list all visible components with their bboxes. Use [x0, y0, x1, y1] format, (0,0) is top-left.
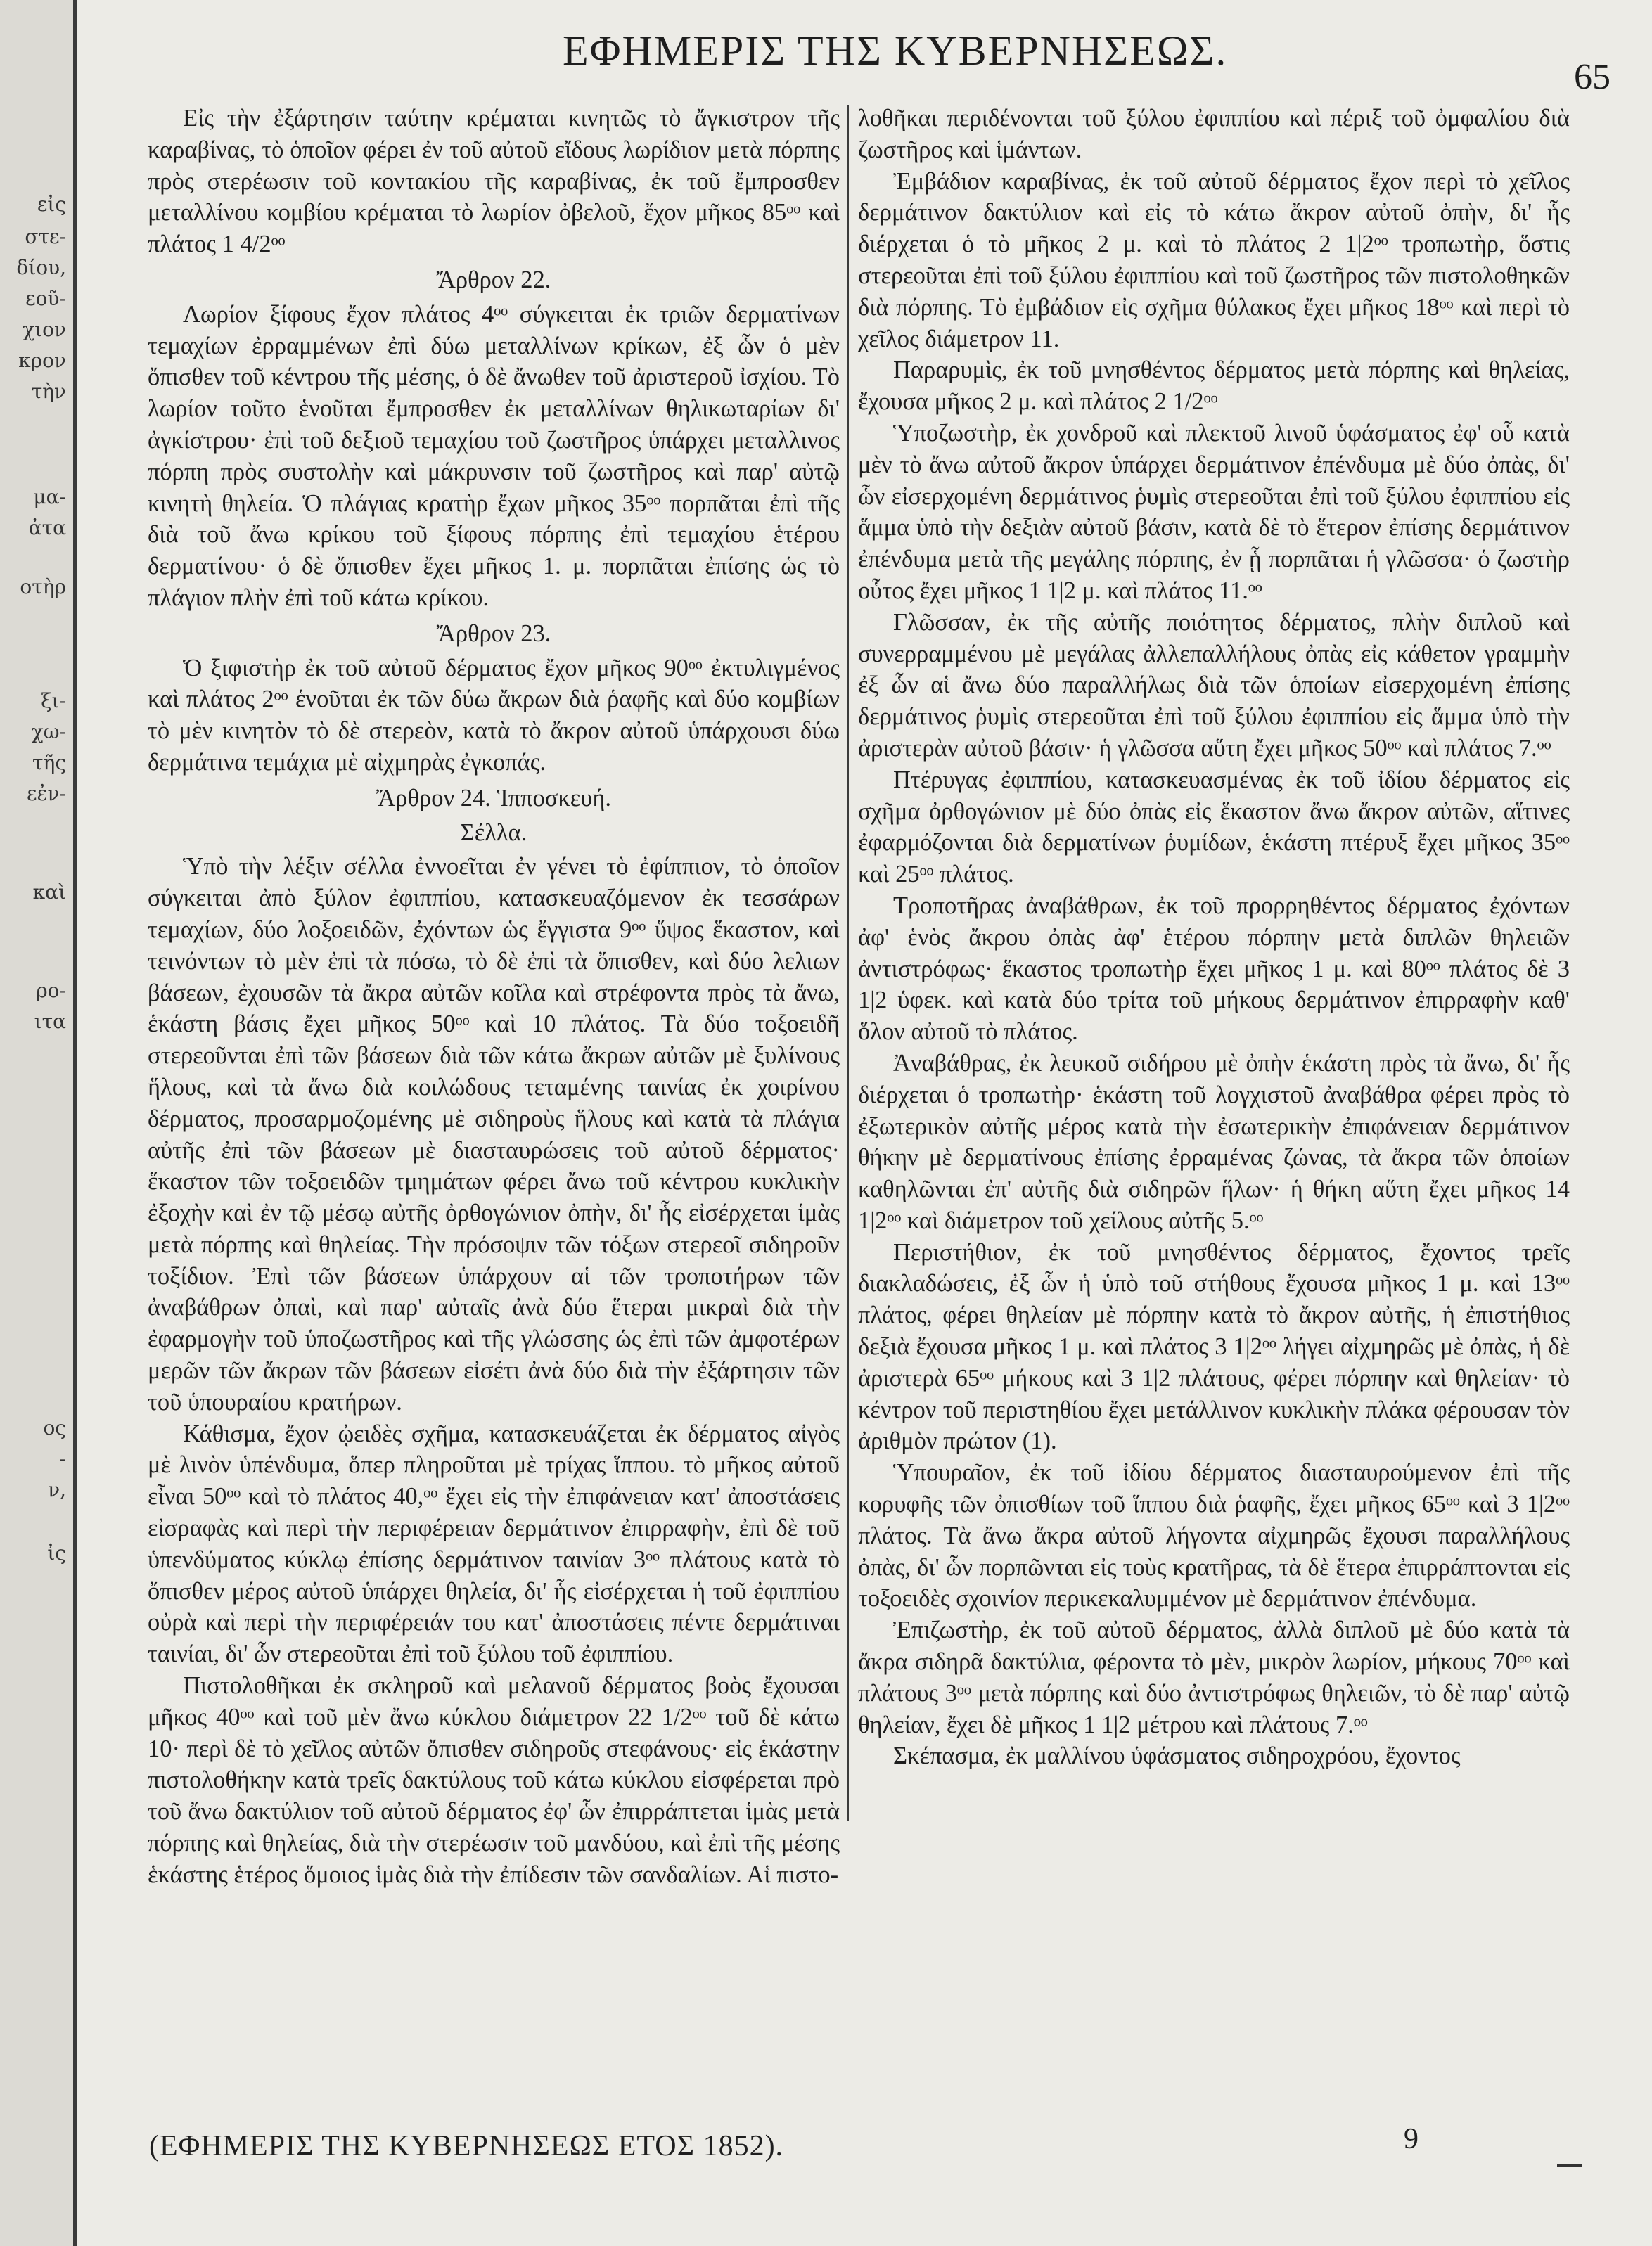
paragraph: Τροποτῆρας ἀναβάθρων, ἐκ τοῦ προρρηθέντος δέρματος ἐχόντων ἀφ' ἑνὸς ἄκρου ὀπὰς ἀφ' ἑτέρου πόρπην μετὰ διπλῶν θηλειῶν ἀντιστρόφως· ἕκαστος τροπωτὴρ ἔχει μῆκος 1 μ. καὶ 80ᵒᵒ πλάτος δὲ 3 1|2 ὑφεκ. καὶ κατὰ δύο τρίτα τοῦ μήκους δερμάτινον ἐπιρραφὴν καθ' ὅλον αὐτοῦ τὸ πλάτος. — [858, 892, 1570, 1046]
gutter-fragment: κρον — [18, 349, 66, 372]
gutter-fragment: εἐν- — [26, 782, 66, 805]
gutter-fragment: ιτα — [34, 1010, 66, 1033]
gutter-fragment: στε- — [25, 225, 66, 248]
gutter-fragment: ος — [43, 1416, 66, 1439]
gutter-fragment: χω- — [31, 720, 66, 743]
gutter-fragment: ν, — [48, 1478, 66, 1501]
paragraph: Ἐπιζωστὴρ, ἐκ τοῦ αὐτοῦ δέρματος, ἀλλὰ διπλοῦ μὲ δύο κατὰ τὰ ἄκρα σιδηρᾶ δακτύλια, φέροντα τὸ μὲν, μικρὸν λωρίον, μήκους 70ᵒᵒ καὶ πλάτους 3ᵒᵒ μετὰ πόρπης καὶ δύο ἀντιστρόφως θηλειῶν, τὸ δὲ παρ' αὐτῷ θηλείαν, ἔχει δὲ μῆκος 1 1|2 μέτρου καὶ πλάτους 7.ᵒᵒ — [858, 1617, 1570, 1738]
article-heading: Ἄρθρον 22. — [436, 266, 551, 293]
gutter-fragment: - — [59, 1447, 66, 1470]
paragraph: Πτέρυγας ἐφιππίου, κατασκευασμένας ἐκ τοῦ ἰδίου δέρματος εἰς σχῆμα ὀρθογώνιον μὲ δύο ὀπὰς εἰς ἕκαστον ἄνω ἄκρον αὐτῶν, αἵτινες ἐφαρμόζονται διὰ δερματίνων ῥυμίδων, ἑκάστη πτέρυξ ἔχει μῆκος 35ᵒᵒ καὶ 25ᵒᵒ πλάτος. — [858, 766, 1570, 888]
gutter-fragment: ἀτα — [28, 516, 66, 539]
paragraph: Λωρίον ξίφους ἔχον πλάτος 4ᵒᵒ σύγκειται ἐκ τριῶν δερματίνων τεμαχίων ἐρραμμένων ἐπὶ δύω μεταλλίνων κρίκων, ἐξ ὧν ὁ μὲν ὄπισθεν τοῦ κέντρου τῆς μέσης, ὁ δὲ ἄνωθεν τοῦ ἀριστεροῦ ἰσχίου. Τὸ λωρίον τοῦτο ἑνοῦται ἔμπροσθεν ἐκ μεταλλίνων θηλικωταρίων δι' ἀγκίστρου· ἐπὶ τοῦ δεξιοῦ τεμαχίου τοῦ ζωστῆρος ὑπάρχει μεταλλινος πόρπη πρὸς συστολὴν καὶ μάκρυνσιν τοῦ ζωστῆρος καὶ παρ' αὐτῷ κινητὴ θηλεία. Ὁ πλάγιας κρατὴρ ἔχων μῆκος 35ᵒᵒ πορπᾶται ἐπὶ τῆς διὰ τοῦ ἄνω κρίκου τοῦ ξίφους πόρπης ἐπὶ τεμαχίου ἑτέρου δερματίνου· ὁ δὲ ὄπισθεν ἔχει μῆκος 1. μ. πορπᾶται ἐπίσης ὡς τὸ πλάγιον πλὴν ἐπὶ τοῦ κάτω κρίκου. — [148, 300, 840, 611]
footer-signature-number: 9 — [1404, 2123, 1419, 2155]
footer-dash — [1557, 2164, 1582, 2167]
gutter-fragment: ἰς — [47, 1541, 66, 1565]
gutter-fragment: ξι- — [41, 689, 66, 712]
paragraph: Ὑποζωστὴρ, ἐκ χονδροῦ καὶ πλεκτοῦ λινοῦ ὑφάσματος ἐφ' οὗ κατὰ μὲν τὸ ἄνω αὐτοῦ ἄκρον ὑπάρχει δερμάτινον ἐπένδυμα μὲ δύο ὀπὰς, δι' ὧν εἰσερχομένη δερμάτινος ῥυμὶς στερεοῦται ἐπὶ τοῦ ξύλου ἐφιππίου εἰς ἅμμα ὑπὸ τὴν δεξιὰν αὐτοῦ βάσιν, κατὰ δὲ τὸ ἕτερον ἐπίσης δερμάτινον ἐπένδυμα μετὰ τῆς μεγάλης πόρπης, ἐν ᾗ πορπᾶται ἡ γλῶσσα· ὁ ζωστὴρ οὗτος ἔχει μῆκος 1 1|2 μ. καὶ πλάτος 11.ᵒᵒ — [858, 419, 1570, 604]
article-heading: Ἄρθρον 23. — [436, 620, 551, 647]
gutter-fragment: καὶ — [32, 880, 66, 904]
gutter-fragment: μα- — [33, 485, 66, 508]
gutter-fragment: εοῦ- — [25, 287, 66, 310]
gutter-fragment: εἰς — [37, 193, 66, 216]
left-column — [148, 103, 840, 2128]
column-divider — [847, 105, 849, 1821]
article-heading: Ἄρθρον 24. Ἱπποσκευή. — [376, 784, 611, 811]
paragraph: Πιστολοθῆκαι ἐκ σκληροῦ καὶ μελανοῦ δέρματος βοὸς ἔχουσαι μῆκος 40ᵒᵒ καὶ τοῦ μὲν ἄνω κύκλου διάμετρον 22 1/2ᵒᵒ τοῦ δὲ κάτω 10· περὶ δὲ τὸ χεῖλος αὐτῶν ὄπισθεν σιδηροῦς στεφάνους· εἰς ἑκάστην πιστολοθήκην κατὰ τρεῖς δακτύλους τοῦ κάτω κύκλου εἰσφέρεται πρὸ τοῦ ἄνω δακτύλιον τοῦ αὐτοῦ δέρματος ἐφ' ὧν ἐπιρράπτεται ἱμὰς μετὰ πόρπης καὶ θηλείας, διὰ τὴν στερέωσιν τοῦ μανδύου, καὶ ἐπὶ τῆς μέσης ἑκάστης ἑτέρος ὅμοιος ἱμὰς διὰ τὴν ἐπίδεσιν τῶν σανδαλίων. Αἱ πιστο- — [148, 1672, 840, 1888]
paragraph: Ὑπὸ τὴν λέξιν σέλλα ἐννοεῖται ἐν γένει τὸ ἐφίππιον, τὸ ὁποῖον σύγκειται ἀπὸ ξύλον ἐφιππίου, κατασκευαζόμενον ἐκ τεσσάρων τεμαχίων, δύο λοξοειδῶν, ἐχόντων ὡς ἔγγιστα 9ᵒᵒ ὕψος ἕκαστον, καὶ τεινόντων τὸ μὲν ἐπὶ τὰ πόσω, τὸ δὲ ἐπὶ τὰ ὄπισθεν, καὶ δύο λελιων βάσεων, ἐχουσῶν τὰ ἄκρα αὐτῶν κοῖλα καὶ στρέφοντα πρὸς τὰ ἄνω, ἑκάστη βάσις ἔχει μῆκος 50ᵒᵒ καὶ 10 πλάτος. Τὰ δύο τοξοειδῆ στερεοῦνται ἐπὶ τῶν βάσεων διὰ τῶν κάτω ἄκρων αὐτῶν μὲ ξυλίνους ἥλους, καὶ τὰ ἄνω διὰ κοιλώδους τεταμένης ταινίας ἐκ χοιρίνου δέρματος, προσαρμοζομένης μὲ σιδηροὺς ἥλους καὶ κατὰ τὰ πλάγια αὐτῆς ἐπὶ τῶν βάσεων μὲ διασταυρώσεις τοῦ αὐτοῦ δέρματος· ἕκαστον τῶν τοξοειδῶν τμημάτων φέρει ἄνω τοῦ κέντρου κυκλικὴν ἐξοχὴν καὶ ἐν τῷ μέσῳ αὐτῆς ὀρθογώνιον ὀπὴν, δι' ἧς εἰσέρχεται ἱμὰς μετὰ πόρπης καὶ θηλείας. Τὴν πρόσοψιν τῶν τόξων στερεοῖ σιδηροῦν τοξίδιον. Ἐπὶ τῶν βάσεων ὑπάρχουν αἱ τῶν τροποτήρων τῶν ἀναβάθρων ὀπαὶ, καὶ παρ' αὐταῖς ἀνὰ δύο ἕτεραι μικραὶ διὰ τὴν ἐφαρμογὴν τοῦ ὑποζωστῆρος καὶ τῆς γλώσσης ὡς ἐπὶ τῶν ἀμφοτέρων μερῶν τῶν ἄκρων τῶν βάσεων εἰσέτι ἀνὰ δύο διὰ τὴν ἐξάρτησιν τῶν τοῦ ὑπουραίου κρατήρων. — [148, 853, 840, 1416]
page-title: ΕΦΗΜΕΡΙΣ ΤΗΣ ΚΥΒΕΡΝΗΣΕΩΣ. — [563, 27, 1228, 74]
paragraph: Σκέπασμα, ἐκ μαλλίνου ὑφάσματος σιδηροχρόου, ἔχοντος — [893, 1743, 1461, 1770]
gutter-fragment: χιον — [23, 318, 66, 341]
gutter-fragment: δίου, — [16, 256, 66, 279]
gutter-fragment: τῆς — [32, 751, 66, 774]
paragraph: Περιστήθιον, ἐκ τοῦ μνησθέντος δέρματος, ἔχοντος τρεῖς διακλαδώσεις, ἐξ ὧν ἡ ὑπὸ τοῦ στήθους ἔχουσα μῆκος 1 μ. καὶ 13ᵒᵒ πλάτος, φέρει θηλείαν μὲ πόρπην κατὰ τὸ ἄκρον αὐτῆς, ἡ ἐπιστήθιος δεξιὰ ἔχουσα μῆκος 1 μ. καὶ πλάτος 3 1|2ᵒᵒ λήγει αἰχμηρῶς μὲ ὀπὰς, ἡ δὲ ἀριστερὰ 65ᵒᵒ μήκους καὶ 3 1|2 πλάτους, φέρει πόρπην καὶ θηλείαν· τὸ κέντρον τοῦ περιστηθίου ἔχει μετάλλινον κυκλικὴν πλάκα φέρουσαν τὸν ἀριθμὸν πρώτον (1). — [858, 1238, 1570, 1455]
paragraph: Γλῶσσαν, ἐκ τῆς αὐτῆς ποιότητος δέρματος, πλὴν διπλοῦ καὶ συνερραμμένου μὲ μεγάλας ἀλλεπαλλήλους ὀπὰς εἰς κάθετον γραμμὴν ἐξ ὧν αἱ ἄνω δύο παραλλήλως διὰ τῶν ὁποίων εἰσερχομένη ἐπίσης δερμάτινος ῥυμὶς στερεοῦται ἐπὶ τοῦ ξύλου ἐφιππίου εἰς ἅμμα ὑπὸ τὴν ἀριστερὰν αὐτοῦ βάσιν· ἡ γλῶσσα αὕτη ἔχει μῆκος 50ᵒᵒ καὶ πλάτος 7.ᵒᵒ — [858, 608, 1570, 762]
paragraph: Παραρυμὶς, ἐκ τοῦ μνησθέντος δέρματος μετὰ πόρπης καὶ θηλείας, ἔχουσα μῆκος 2 μ. καὶ πλάτος 2 1/2ᵒᵒ — [858, 357, 1570, 416]
gutter-fragment: τὴν — [31, 380, 66, 403]
page-number: 65 — [1574, 57, 1611, 97]
paragraph: Ἀναβάθρας, ἐκ λευκοῦ σιδήρου μὲ ὀπὴν ἑκάστη πρὸς τὰ ἄνω, δι' ἧς διέρχεται ὁ τροπωτὴρ· ἑκάστη τοῦ λογχιστοῦ ἀναβάθρα φέρει πρὸς τὸ ἐξωτερικὸν αὐτῆς μέρος κατὰ τὴν ἐσωτερικὴν ἐπιφάνειαν δερμάτινον θήκην μὲ δερματίνους ἐπίσης ἐρραμένας ζώνας, τὰ ἄκρα τῶν ὁποίων καθηλῶνται ἐπ' αὐτῆς διὰ σιδηρῶν ἥλων· ἡ θήκη αὕτη ἔχει μῆκος 14 1|2ᵒᵒ καὶ διάμετρον τοῦ χείλους αὐτῆς 5.ᵒᵒ — [858, 1049, 1570, 1234]
paragraph: Ἐμβάδιον καραβίνας, ἐκ τοῦ αὐτοῦ δέρματος ἔχον περὶ τὸ χεῖλος δερμάτινον δακτύλιον καὶ εἰς τὸ κάτω ἄκρον αὐτοῦ ὀπὴν, δι' ἧς διέρχεται ὁ τὸ μῆκος 2 μ. καὶ τὸ πλάτος 2 1|2ᵒᵒ τροπωτὴρ, ὅστις στερεοῦται ἐπὶ τοῦ ξύλου ἐφιππίου καὶ τοῦ ζωστῆρος τῶν πιστολοθηκῶν διὰ πόρπης. Τὸ ἐμβάδιον εἰς σχῆμα θύλακος ἔχει μῆκος 18ᵒᵒ καὶ περὶ τὸ χεῖλος διάμετρον 11. — [858, 167, 1570, 352]
paragraph: Εἰς τὴν ἐξάρτησιν ταύτην κρέμαται κινητῶς τὸ ἄγκιστρον τῆς καραβίνας, τὸ ὁποῖον φέρει ἐν τοῦ αὐτοῦ εἴδους λωρίδιον μετὰ πόρπης πρὸς στερέωσιν τοῦ κοντακίου τῆς καραβίνας, ἐκ τοῦ ἔμπροσθεν μεταλλίνου κομβίου κρέμαται τὸ λωρίον ὀβελοῦ, ἔχον μῆκος 85ᵒᵒ καὶ πλάτος 1 4/2ᵒᵒ — [148, 105, 840, 258]
gutter-fragment: οτὴρ — [20, 575, 66, 598]
gutter-fragment: ρο- — [36, 979, 66, 1002]
footer-gazette-year: (ΕΦΗΜΕΡΙΣ ΤΗΣ ΚΥΒΕΡΝΗΣΕΩΣ ΕΤΟΣ 1852). — [149, 2130, 784, 2162]
right-column — [858, 103, 1570, 2128]
section-subheading: Σέλλα. — [460, 819, 527, 846]
paragraph: Ὑπουραῖον, ἐκ τοῦ ἰδίου δέρματος διασταυρούμενον ἐπὶ τῆς κορυφῆς τῶν ὀπισθίων τοῦ ἵππου διὰ ῥαφῆς, ἔχει μῆκος 65ᵒᵒ καὶ 3 1|2ᵒᵒ πλάτος. Τὰ ἄνω ἄκρα αὐτοῦ λήγοντα αἰχμηρῶς ἔχουσι παραλλήλους ὀπὰς, δι' ὧν πορπῶνται εἰς τοὺς κρατῆρας, τὰ δὲ ἕτερα ἐπιρράπτονται εἰς τοξοειδὲς σχοινίον περικεκαλυμμένον μὲ δερμάτινον ἐπένδυμα. — [858, 1459, 1570, 1612]
paragraph: λοθῆκαι περιδένονται τοῦ ξύλου ἐφιππίου καὶ πέριξ τοῦ ὀμφαλίου διὰ ζωστῆρος καὶ ἱμάντων. — [858, 105, 1570, 163]
previous-page-gutter — [0, 0, 77, 2246]
paragraph: Κάθισμα, ἔχον ᾠειδὲς σχῆμα, κατασκευάζεται ἐκ δέρματος αἰγὸς μὲ λινὸν ὑπένδυμα, ὅπερ πληροῦται μὲ τρίχας ἵππου. τὸ μῆκος αὐτοῦ εἶναι 50ᵒᵒ καὶ τὸ πλάτος 40,ᵒᵒ ἔχει εἰς τὴν ἐπιφάνειαν κατ' ἀποστάσεις εἰσραφὰς καὶ περὶ τὴν περιφέρειαν δερμάτινον ἐπιρραφὴν, ἐπὶ δὲ τοῦ ὑπενδύματος κύκλῳ ἐπίσης δερμάτινον ταινίαν 3ᵒᵒ πλάτους κατὰ τὸ ὄπισθεν μέρος αὐτοῦ ὑπάρχει θηλεία, δι' ἧς εἰσέρχεται ἡ τοῦ ἐφιππίου οὐρὰ καὶ περὶ τὴν περιφέρειάν του κατ' ἀποστάσεις πέντε δερμάτιναι ταινίαι, δι' ὧν στερεοῦται ἐπὶ τοῦ ξύλου τοῦ ἐφιππίου. — [148, 1420, 840, 1668]
paragraph: Ὁ ξιφιστὴρ ἐκ τοῦ αὐτοῦ δέρματος ἔχον μῆκος 90ᵒᵒ ἐκτυλιγμένος καὶ πλάτος 2ᵒᵒ ἑνοῦται ἐκ τῶν δύω ἄκρων διὰ ῥαφῆς καὶ δύο κομβίων τὸ μὲν κινητὸν τὸ δὲ στερεὸν, κατὰ τὸ ἄκρον αὐτοῦ ὑπάρχουσι δύω δερμάτινα τεμάχια μὲ αἰχμηρὰς ἐγκοπάς. — [148, 654, 840, 776]
